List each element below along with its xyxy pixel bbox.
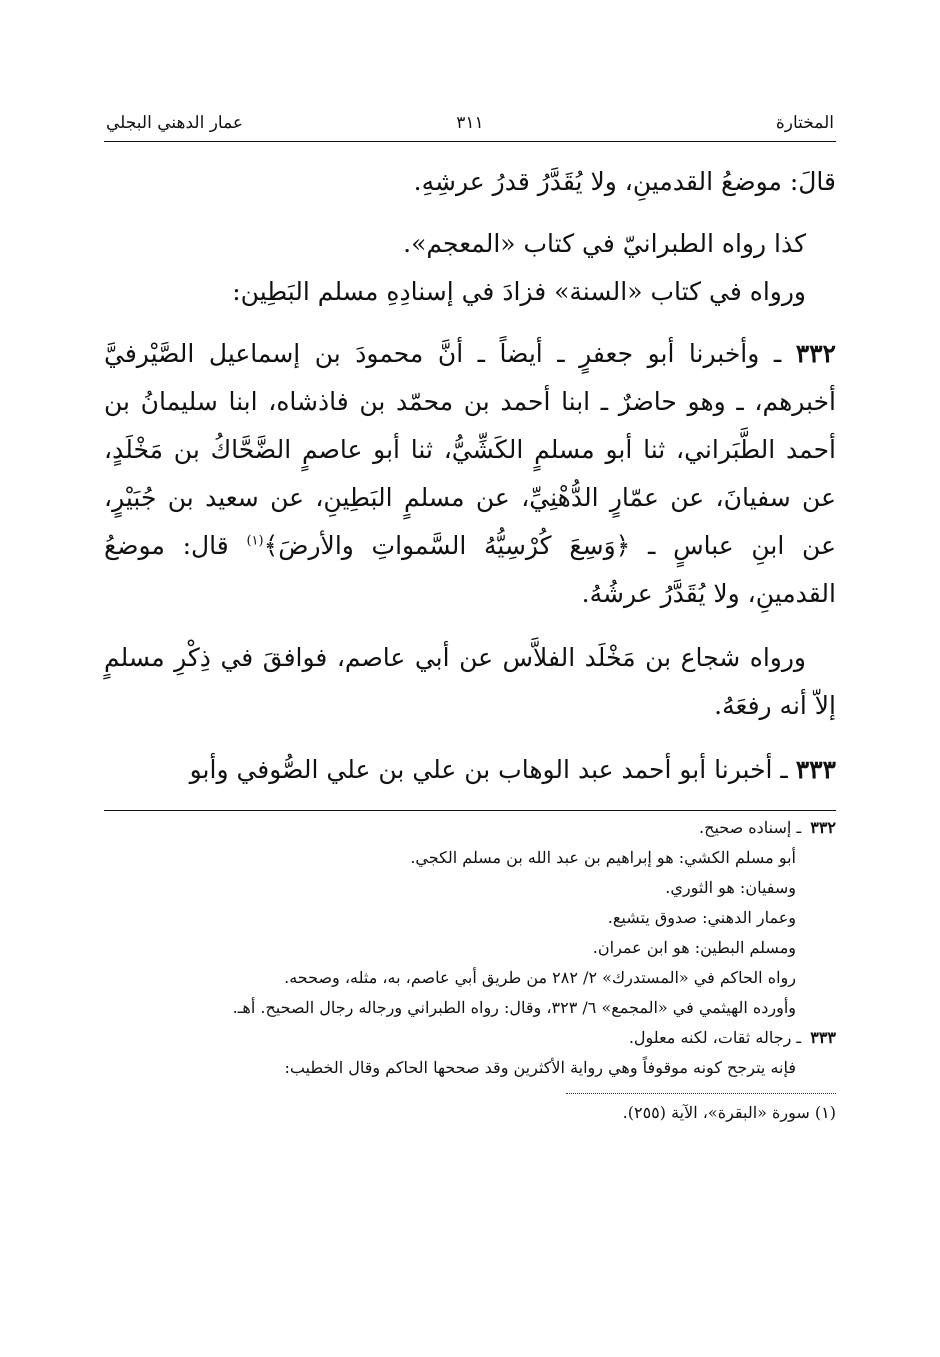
note-line: فإنه يترجح كونه موقوفاً وهي رواية الأكثرين وقد صححها الحاكم وقال الخطيب: bbox=[284, 1058, 796, 1077]
note-number: ٣٣٢ bbox=[810, 818, 836, 837]
hadith-text: ـ أخبرنا أبو أحمد عبد الوهاب بن علي بن علي الصُّوفي وأبو bbox=[189, 755, 788, 784]
note-line: وعمار الدهني: صدوق يتشيع. bbox=[607, 908, 796, 927]
tabarani-line: كذا رواه الطبرانيّ في كتاب «المعجم». bbox=[403, 229, 806, 258]
commentary-notes bbox=[104, 813, 836, 1083]
hadith-number: ٣٣٣ bbox=[795, 755, 836, 784]
note-line: أبو مسلم الكشي: هو إبراهيم بن عبد الله بن مسلم الكجي. bbox=[410, 848, 796, 867]
main-text bbox=[104, 158, 836, 794]
notes-divider bbox=[104, 810, 836, 811]
note-number: ٣٣٣ bbox=[810, 1028, 836, 1047]
header-book-title: المختارة bbox=[775, 113, 834, 133]
note-line: وسفيان: هو الثوري. bbox=[665, 878, 796, 897]
note-333-head bbox=[104, 1023, 836, 1053]
hadith-text: ـ وأخبرنا أبو جعفرٍ ـ أيضاً ـ أنَّ محمودَ بن إسماعيل الصَّيْرفيَّ أخبرهم، ـ وهو حاضرٌ ـ ابنا أحمد بن محمّد بن فاذشاه، ابنا سليمانُ بن أحمد الطَّبَراني، ثنا أبو مسلمٍ الكَشِّيُّ، ثنا أبو عاصمٍ الضَّحَّاكُ بن مَخْلَدٍ، عن سفيانَ، عن عمّارٍ الدُّهْنِيِّ، عن مسلمٍ البَطِينِ، عن سعيد بن جُبَيْرٍ، عن ابنِ عباسٍ ـ ﴿وَسِعَ كُرْسِيُّهُ السَّمواتِ والأرضَ﴾ bbox=[104, 339, 836, 560]
sunna-line: ورواه في كتاب «السنة» فزادَ في إسنادِهِ مسلم البَطِين: bbox=[232, 277, 806, 306]
note-heading: ـ رجاله ثقات، لكنه معلول. bbox=[628, 1028, 802, 1047]
page-header bbox=[104, 105, 836, 141]
footnote-divider bbox=[566, 1093, 836, 1094]
hadith-333 bbox=[104, 746, 836, 794]
quote-line: قالَ: موضعُ القدمينِ، ولا يُقَدَّرُ قدرُ عرشِهِ. bbox=[413, 167, 836, 196]
header-divider bbox=[104, 141, 836, 142]
footnote-reference: (١) bbox=[246, 533, 264, 549]
page-number: ٣١١ bbox=[456, 113, 484, 133]
hadith-text-end: قال: موضعُ القدمينِ، ولا يُقَدَّرُ عرشُهُ. bbox=[104, 531, 836, 608]
note-heading: ـ إسناده صحيح. bbox=[699, 818, 802, 837]
rawah-shuja-paragraph: ورواه شجاع بن مَخْلَد الفلاَّس عن أبي عاصم، فوافقَ في ذِكْرِ مسلمٍ إلاّ أنه رفعَهُ. bbox=[104, 643, 836, 720]
footnote: (١) سورة «البقرة»، الآية (٢٥٥). bbox=[622, 1103, 836, 1122]
header-chapter-title: عمار الدهني البجلي bbox=[106, 113, 244, 133]
book-page bbox=[104, 105, 836, 1144]
hadith-332 bbox=[104, 330, 836, 618]
note-332-head bbox=[104, 813, 836, 843]
note-line: رواه الحاكم في «المستدرك» ٢/ ٢٨٢ من طريق أبي عاصم، به، مثله، وصححه. bbox=[284, 968, 796, 987]
note-line: وأورده الهيثمي في «المجمع» ٦/ ٣٢٣، وقال: رواه الطبراني ورجاله رجال الصحيح. أهـ. bbox=[232, 998, 796, 1017]
note-line: ومسلم البطين: هو ابن عمران. bbox=[592, 938, 796, 957]
hadith-number: ٣٣٢ bbox=[795, 339, 836, 368]
